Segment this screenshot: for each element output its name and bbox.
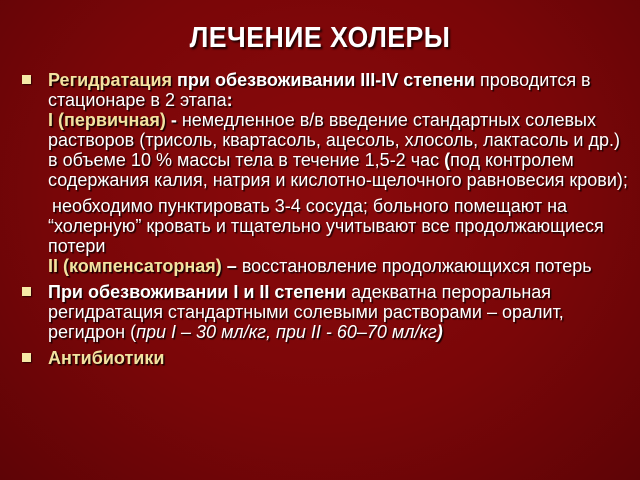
- square-bullet-icon: [22, 75, 31, 84]
- stage2-dash: –: [221, 256, 242, 276]
- stage1-paragraph: [48, 110, 630, 190]
- oral-rehydration-close: ): [436, 322, 443, 342]
- rehydration-condition: при обезвоживании III-IV степени: [172, 70, 475, 90]
- list-item-antibiotics: [22, 348, 630, 368]
- stage1-text-2: под контролем содержания калия, натрия и кислотно-щелочного равновесия крови);: [48, 150, 628, 190]
- slide-body: [22, 70, 630, 374]
- stage2-label: II (компенсаторная): [48, 256, 222, 276]
- antibiotics-label: Антибиотики: [48, 348, 165, 368]
- rehydration-label: Регидратация: [48, 70, 173, 90]
- stage2-paragraph: [48, 256, 630, 276]
- stage2-text: восстановление продолжающихся потерь: [241, 256, 592, 276]
- stage1-label: I (первичная): [48, 110, 166, 130]
- oral-rehydration-text: адекватна пероральная регидратация стандартными солевыми растворами – оралит, регидрон (: [48, 282, 564, 342]
- slide-title: ЛЕЧЕНИЕ ХОЛЕРЫ: [189, 22, 451, 54]
- stage1-dash: -: [165, 110, 182, 130]
- rehydration-text: проводится в стационаре в 2 этапа: [48, 70, 591, 110]
- stage1-paren: (: [439, 150, 451, 170]
- list-item-rehydration: [22, 70, 630, 276]
- square-bullet-icon: [22, 287, 31, 296]
- stage1-text: немедленное в/в введение стандартных солевых растворов (трисоль, квартасоль, ацесоль, хлосоль, лактасоль и др.) в объеме 10 % массы тела в течение 1,5-2 час: [48, 110, 620, 170]
- square-bullet-icon: [22, 353, 31, 362]
- rehydration-colon: :: [226, 90, 233, 110]
- oral-rehydration-condition: При обезвоживании I и II степени: [48, 282, 347, 302]
- oral-rehydration-paragraph: [48, 282, 630, 342]
- rehydration-intro: [48, 70, 630, 110]
- oral-rehydration-dosage: при I – 30 мл/кг, при II - 60–70 мл/кг: [136, 322, 437, 342]
- vessels-note: необходимо пунктировать 3-4 сосуда; больного помещают на “холерную” кровать и тщательно учитывают все продолжающиеся потери: [48, 196, 604, 256]
- list-item-oral-rehydration: [22, 282, 630, 342]
